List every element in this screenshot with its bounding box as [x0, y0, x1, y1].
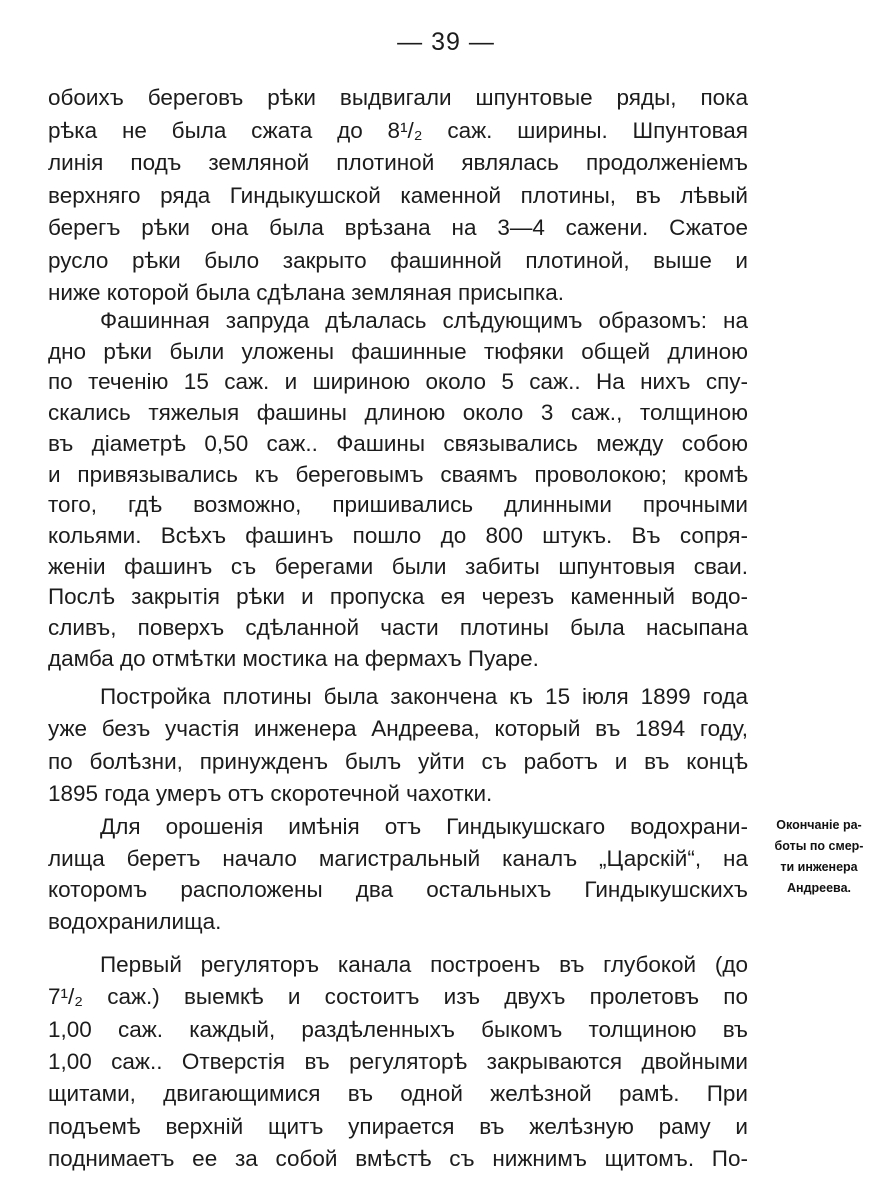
text-line: по болѣзни, принужденъ былъ уйти съ работъ и въ концѣ [48, 748, 748, 774]
text-line: 1,00 саж.. Отверстія въ регуляторѣ закрываются двойными [48, 1048, 748, 1074]
text-line: дамба до отмѣтки мостика на фермахъ Пуаре. [48, 645, 539, 671]
text-line: щитами, двигающимися въ одной желѣзной рамѣ. При [48, 1081, 748, 1107]
text-line: по теченію 15 саж. и шириною около 5 саж.. На нихъ спу- [48, 369, 748, 395]
text-line: ниже которой была сдѣлана земляная присыпка. [48, 280, 564, 305]
margin-note-line: Окончаніе ра- [776, 818, 862, 832]
text-line: Постройка плотины была закончена къ 15 іюля 1899 года [100, 684, 748, 709]
text-line: сливъ, поверхъ сдѣланной части плотины была насыпана [48, 615, 748, 640]
page-number: — 39 — [397, 28, 495, 56]
text-line: въ діаметрѣ 0,50 саж.. Фашины связывались между собою [48, 430, 748, 456]
text-line: водохранилища. [48, 909, 222, 935]
text-line: верхняго ряда Гиндыкушской каменной плотины, въ лѣвый [48, 182, 748, 208]
text-line: Послѣ закрытія рѣки и пропуска ея черезъ каменный водо- [48, 584, 748, 610]
text-line: женіи фашинъ съ берегами были забиты шпунтовыя сваи. [48, 553, 748, 579]
text-line: Первый регуляторъ канала построенъ въ глубокой (до [100, 952, 748, 977]
text-line: подъемѣ верхній щитъ упирается въ желѣзную раму и [48, 1113, 748, 1139]
text-line: того, гдѣ возможно, пришивались длинными прочными [48, 492, 748, 518]
text-line: 1895 года умеръ отъ скоротечной чахотки. [48, 780, 493, 806]
margin-note [760, 815, 878, 899]
text-line: дно рѣки были уложены фашинные тюфяки общей длиною [48, 338, 748, 364]
text-line: 1,00 саж. каждый, раздѣленныхъ быкомъ толщиною въ [48, 1016, 748, 1042]
text-line: Фашинная запруда дѣлалась слѣдующимъ образомъ: на [100, 308, 748, 333]
text-line: Для орошенія имѣнія отъ Гиндыкушскаго водохрани- [100, 814, 748, 839]
text-line: лища беретъ начало магистральный каналъ „Царскій“, на [48, 845, 748, 871]
text-line: линія подъ земляной плотиной являлась продолженіемъ [48, 150, 748, 175]
margin-note-line: боты по смер- [774, 839, 864, 853]
margin-note-line: ти инженера [780, 860, 858, 874]
text-line: русло рѣки было закрыто фашинной плотиной, выше и [48, 247, 748, 273]
text-line: и привязывались къ береговымъ сваямъ проволокою; кромѣ [48, 461, 748, 487]
text-line: обоихъ береговъ рѣки выдвигали шпунтовые ряды, пока [48, 85, 748, 110]
text-line: скались тяжелыя фашины длиною около 3 саж., толщиною [48, 400, 748, 426]
margin-note-line: Андреева. [787, 881, 851, 895]
text-line: уже безъ участія инженера Андреева, который въ 1894 году, [48, 716, 748, 742]
text-line: поднимаетъ ее за собой вмѣстѣ съ нижнимъ щитомъ. По- [48, 1145, 748, 1171]
text-line: берегъ рѣки она была врѣзана на 3—4 сажени. Сжатое [48, 215, 748, 240]
text-line: рѣка не была сжата до 8¹/₂ саж. ширины. Шпунтовая [48, 117, 748, 143]
text-line: кольями. Всѣхъ фашинъ пошло до 800 штукъ. Въ сопря- [48, 522, 748, 548]
text-line: 7¹/₂ саж.) выемкѣ и состоитъ изъ двухъ пролетовъ по [48, 984, 748, 1010]
text-line: которомъ расположены два остальныхъ Гиндыкушскихъ [48, 877, 748, 903]
